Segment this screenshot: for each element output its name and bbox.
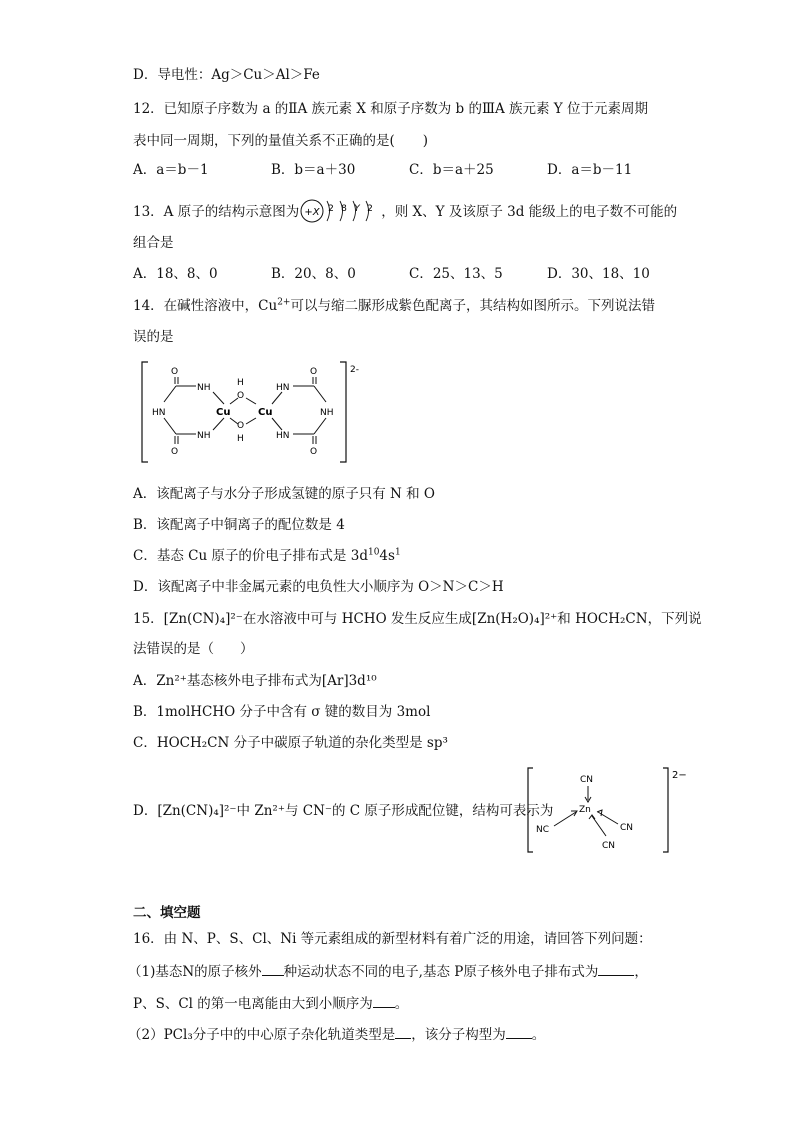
left-bottom-oxygen: O — [171, 447, 179, 457]
right-top-oxygen: O — [310, 367, 318, 377]
q12-option-a: A．a＝b－1 — [133, 162, 209, 178]
atom-structure-diagram — [299, 198, 381, 224]
q12-stem-text: 表中同一周期，下列的量值关系不正确的是( — [133, 133, 395, 149]
cn-bottom: CN — [602, 841, 616, 851]
q16-part1-line2-end: 。 — [394, 996, 409, 1012]
q16-part1-line2-text: P、S、Cl 的第一电离能由大到小顺序为 — [133, 996, 373, 1012]
nc-left: NC — [536, 825, 550, 835]
q14-option-c-text: C．基态 Cu 原子的价电子排布式是 3d — [133, 548, 368, 564]
zn-center: Zn — [579, 805, 591, 815]
left-bottom-nh: NH — [197, 431, 211, 441]
cn-top: CN — [580, 775, 594, 785]
biuret-copper-complex-diagram — [140, 358, 375, 466]
q16-part2-text-a: （2）PCl₃分子中的中心原子杂化轨道类型是 — [128, 1027, 396, 1043]
q16-part1-text-a: （1)基态N的原子核外 — [128, 964, 262, 980]
q15-stem-text: 法错误的是（ — [133, 641, 214, 657]
q15-stem-line1: 15．[Zn(CN)₄]²⁻在水溶液中可与 HCHO 发生反应生成[Zn(H₂O)₄]²⁺和 HOCH₂CN，下列说 — [133, 611, 702, 627]
q13-stem-post: ，则 X、Y 及该原子 3d 能级上的电子数不可能的 — [381, 204, 678, 220]
q13-options — [133, 265, 673, 283]
q12-option-d: D．a＝b－11 — [547, 162, 633, 178]
q16-part2-text-b: ，该分子构型为 — [411, 1027, 506, 1043]
q13-option-a: A．18、8、0 — [133, 266, 218, 282]
q14-stem-b: 可以与缩二脲形成紫色配离子，其结构如图所示。下列说法错 — [290, 298, 655, 314]
bridge-bottom-oxygen: O — [237, 421, 245, 431]
q16-blank-ionization-order[interactable] — [373, 994, 395, 1008]
zinc-cyanide-complex-diagram — [526, 766, 696, 854]
q13-option-d: D．30、18、10 — [547, 266, 650, 282]
q15-option-c: C．HOCH₂CN 分子中碳原子轨道的杂化类型是 sp³ — [133, 735, 448, 751]
q16-blank-electron-count[interactable] — [262, 962, 284, 976]
q14-stem-line2: 误的是 — [133, 329, 174, 345]
q14-option-b: B．该配离子中铜离子的配位数是 4 — [133, 517, 345, 533]
q16-part1-line1 — [128, 962, 648, 981]
q13-stem-line2: 组合是 — [133, 235, 174, 251]
q14-option-a: A．该配离子与水分子形成氢键的原子只有 N 和 O — [133, 486, 436, 502]
q13-stem-line1 — [133, 198, 677, 224]
shell-3: Y — [354, 204, 360, 214]
copper-left: Cu — [216, 407, 231, 418]
left-hn: HN — [152, 408, 166, 418]
q16-intro: 16．由 N、P、S、Cl、Ni 等元素组成的新型材料有着广泛的用途，请回答下列问题： — [133, 931, 652, 947]
q11-option-d: D．导电性：Ag＞Cu＞Al＞Fe — [133, 67, 320, 83]
section-title-fill-in: 二、填空题 — [133, 905, 201, 921]
right-nh: NH — [320, 408, 334, 418]
bridge-top-h: H — [237, 378, 244, 388]
q14-option-c-sup1: 10 — [367, 547, 380, 558]
copper-right: Cu — [258, 407, 273, 418]
q13-option-c: C．25、13、5 — [409, 266, 503, 282]
shell-2: 8 — [341, 204, 348, 214]
bridge-bottom-h: H — [237, 434, 244, 444]
q12-option-b: B．b＝a＋30 — [271, 162, 356, 178]
q14-option-c-4s: 4s — [379, 548, 395, 564]
right-bottom-hn: HN — [276, 431, 290, 441]
q14-stem-line1 — [133, 297, 655, 315]
q14-option-d: D．该配离子中非金属元素的电负性大小顺序为 O＞N＞C＞H — [133, 579, 504, 595]
q16-part1-text-b: 种运动状态不同的电子,基态 P原子核外电子排布式为 — [283, 964, 599, 980]
bridge-top-oxygen: O — [237, 391, 245, 401]
q16-blank-hybridization[interactable] — [395, 1025, 411, 1039]
q14-stem-a: 14．在碱性溶液中，Cu — [133, 298, 278, 314]
right-top-hn: HN — [276, 383, 290, 393]
q12-paren-close: ) — [422, 133, 429, 149]
q16-blank-p-config[interactable] — [598, 962, 634, 976]
right-bottom-oxygen: O — [310, 447, 318, 457]
left-top-nh: NH — [197, 383, 211, 393]
q12-stem-line2 — [133, 132, 428, 150]
q15-stem-line2 — [133, 640, 254, 658]
q16-part1-text-c: ， — [634, 964, 648, 980]
q14-option-c-sup2: 1 — [394, 547, 401, 558]
q13-stem-pre: 13．A 原子的结构示意图为 — [133, 204, 300, 220]
complex-charge: 2- — [350, 365, 359, 375]
zn-complex-charge: 2− — [672, 770, 687, 781]
q16-part2 — [128, 1025, 545, 1044]
q16-part1-line2 — [133, 994, 408, 1013]
q12-options — [133, 161, 673, 179]
q13-option-b: B．20、8、0 — [271, 266, 356, 282]
q16-part2-text-c: 。 — [531, 1027, 546, 1043]
nucleus-charge: +X — [304, 207, 320, 218]
q15-paren-close: ） — [240, 641, 254, 657]
q14-stem-sup: 2+ — [277, 297, 291, 308]
q12-option-c: C．b＝a＋25 — [409, 162, 494, 178]
shell-1: 2 — [328, 204, 335, 214]
q15-option-d: D．[Zn(CN)₄]²⁻中 Zn²⁺与 CN⁻的 C 原子形成配位键，结构可表示为 — [133, 803, 554, 819]
q15-option-a: A．Zn²⁺基态核外电子排布式为[Ar]3d¹⁰ — [133, 673, 377, 689]
q16-blank-molecular-shape[interactable] — [506, 1025, 532, 1039]
left-top-oxygen: O — [171, 367, 179, 377]
cn-right: CN — [620, 823, 634, 833]
q14-option-c — [133, 547, 401, 565]
q12-stem-line1: 12．已知原子序数为 a 的ⅡA 族元素 X 和原子序数为 b 的ⅢA 族元素 Y 位于元素周期 — [133, 101, 648, 117]
shell-4: 2 — [367, 204, 374, 214]
q15-option-b: B．1molHCHO 分子中含有 σ 键的数目为 3mol — [133, 704, 431, 720]
